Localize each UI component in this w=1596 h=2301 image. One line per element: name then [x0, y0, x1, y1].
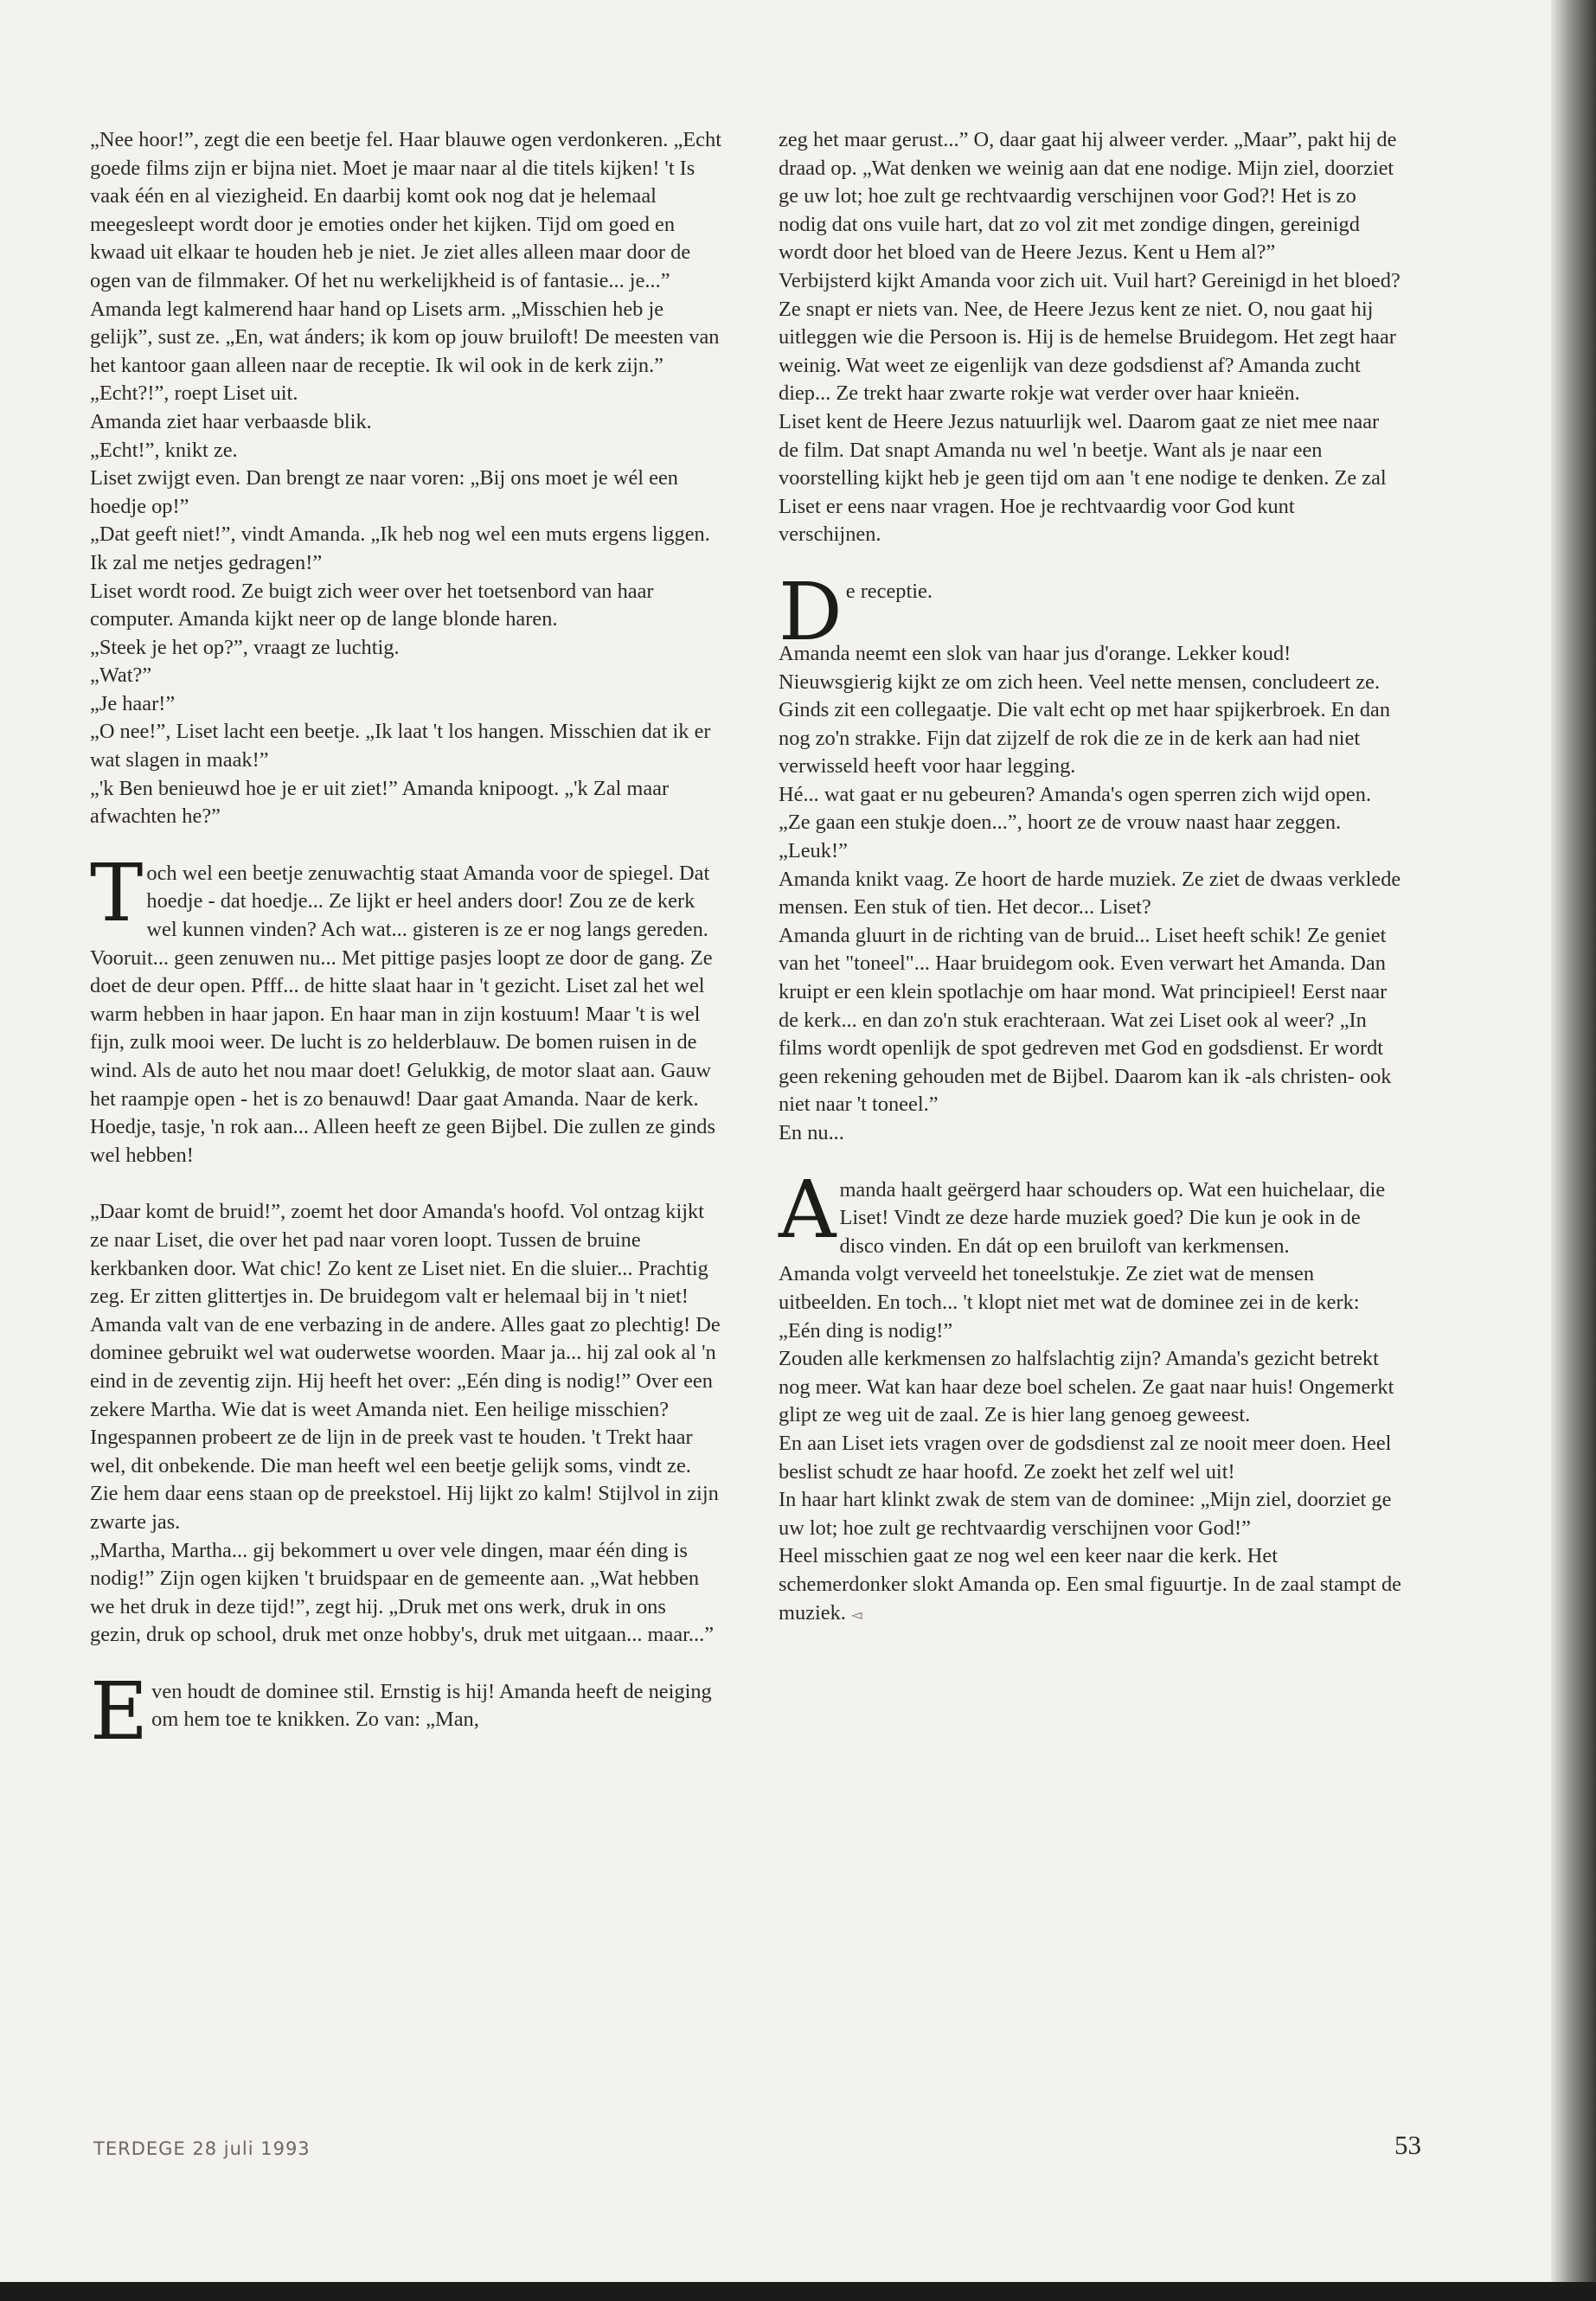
- paragraph: „'k Ben benieuwd hoe je er uit ziet!” Amanda knipoogt. „'k Zal maar afwachten he?”: [90, 776, 670, 829]
- section-subheading: e receptie.: [845, 579, 933, 603]
- paragraph: Amanda legt kalmerend haar hand op Lisets arm. „Misschien heb je gelijk”, sust ze. „En, wat ánders; ik kom op jouw bruiloft! De meesten van het kantoor gaan alleen naar de receptie. Ik wil ook in de kerk zijn.”: [90, 297, 720, 377]
- right-column: [779, 126, 1401, 1629]
- paragraph: „Echt?!”, roept Liset uit.: [90, 381, 298, 406]
- section-paragraph: [90, 846, 721, 1170]
- paragraph: „Nee hoor!”, zegt die een beetje fel. Haar blauwe ogen verdonkeren. „Echt goede films zijn er bijna niet. Moet je maar naar al die titels kijken! 't Is vaak één en al viezigheid. En daarbij komt ook nog dat je helemaal meegesleept wordt door je emoties onder het kijken. Tijd om goed en kwaad uit elkaar te houden heb je niet. Je ziet alles alleen maar door de ogen van de filmmaker. Of het nu werkelijkheid is of fantasie... je...”: [90, 128, 721, 292]
- paragraph: In haar hart klinkt zwak de stem van de dominee: „Mijn ziel, doorziet ge uw lot; hoe zult ge rechtvaardig verschijnen voor God!”: [779, 1488, 1392, 1540]
- paragraph: [779, 1542, 1401, 1629]
- paragraph: En aan Liset iets vragen over de godsdienst zal ze nooit meer doen. Heel beslist schudt ze haar hoofd. Ze zoekt het zelf wel uit!: [779, 1431, 1392, 1484]
- drop-cap: T: [90, 846, 144, 939]
- drop-cap: D: [779, 565, 843, 658]
- paragraph: „Martha, Martha... gij bekommert u over vele dingen, maar één ding is nodig!” Zijn ogen kijken 't bruidspaar en de gemeente aan. „Wat hebben we het druk in deze tijd!”, zegt hij. „Druk met ons werk, druk in ons gezin, druk op school, druk met onze hobby's, druk met uitgaan... maar...”: [90, 1538, 715, 1647]
- paragraph: Liset wordt rood. Ze buigt zich weer over het toetsenbord van haar computer. Amanda kijkt neer op de lange blonde haren.: [90, 579, 654, 631]
- section-text: och wel een beetje zenuwachtig staat Amanda voor de spiegel. Dat hoedje - dat hoedje... Ze lijkt er heel anders door! Zou ze de kerk wel kunnen vinden? Ach wat... gisteren is ze er nog langs gereden. Vooruit... geen zenuwen nu... Met pittige pasjes loopt ze door de gang. Ze doet de deur open. Pfff... de hitte slaat haar in 't gezicht. Liset zal het wel warm hebben in haar japon. En haar man in zijn kostuum! Maar 't is wel fijn, zulk mooi weer. De lucht is zo helderblauw. De bomen ruisen in de wind. Als de auto het nou maar doet! Gelukkig, de motor slaat aan. Gauw het raampje open - het is zo benauwd! Daar gaat Amanda. Naar de kerk. Hoedje, tasje, 'n rok aan... Alleen heeft ze geen Bijbel. Die zullen ze ginds wel hebben!: [90, 861, 715, 1167]
- section-paragraph: [779, 565, 1401, 658]
- paragraph: „Je haar!”: [90, 691, 176, 715]
- section-text: ven houdt de dominee stil. Ernstig is hij! Amanda heeft de neiging om hem toe te knikken. Zo van: „Man,: [151, 1679, 712, 1732]
- paragraph: Liset kent de Heere Jezus natuurlijk wel. Daarom gaat ze niet mee naar de film. Dat snapt Amanda nu wel 'n beetje. Want als je naar een voorstelling kijkt heb je geen tijd om aan 't ene nodige te denken. Ze zal Liset er eens naar vragen. Hoe je rechtvaardig voor God kunt verschijnen.: [779, 409, 1387, 547]
- paragraph: „Dat geeft niet!”, vindt Amanda. „Ik heb nog wel een muts ergens liggen. Ik zal me netjes gedragen!”: [90, 522, 710, 574]
- paragraph: zeg het maar gerust...” O, daar gaat hij alweer verder. „Maar”, pakt hij de draad op. „Wat denken we weinig aan dat ene nodige. Mijn ziel, doorziet ge uw lot; hoe zult ge rechtvaardig verschijnen voor God?! Het is zo nodig dat ons vuile hart, dat zo vol zit met zondige dingen, gereinigd wordt door het bloed van de Heere Jezus. Kent u Hem al?”: [779, 128, 1397, 265]
- section-paragraph: [90, 1664, 721, 1758]
- paragraph: Amanda gluurt in de richting van de bruid... Liset heeft schik! Ze geniet van het "toneel"... Haar bruidegom ook. Even verwart het Amanda. Dan kruipt er een klein spotlachje om haar mond. Wat principieel! Eerst naar de kerk... en dan zo'n stuk erachteraan. Wat zei Liset ook al weer? „In films wordt openlijk de spot gedreven met God en godsdienst. Er wordt geen rekening gehouden met de Bijbel. Daarom kan ik -als christen- ook niet naar 't toneel.”: [779, 923, 1392, 1117]
- paragraph: „Steek je het op?”, vraagt ze luchtig.: [90, 635, 400, 659]
- paragraph: Amanda volgt verveeld het toneelstukje. Ze ziet wat de mensen uitbeelden. En toch... 't klopt niet met wat de dominee zei in de kerk: „Eén ding is nodig!”: [779, 1262, 1360, 1343]
- paragraph: „O nee!”, Liset lacht een beetje. „Ik laat 't los hangen. Misschien dat ik er wat slagen in maak!”: [90, 720, 711, 772]
- page-edge-shadow: [1551, 0, 1596, 2301]
- paragraph: Hé... wat gaat er nu gebeuren? Amanda's ogen sperren zich wijd open. „Ze gaan een stukje doen...”, hoort ze de vrouw naast haar zeggen. „Leuk!”: [779, 782, 1372, 863]
- section-text: manda haalt geërgerd haar schouders op. Wat een huichelaar, die Liset! Vindt ze deze harde muziek goed? Die kun je ook in de disco vinden. En dát op een bruiloft van kerkmensen.: [839, 1177, 1386, 1258]
- drop-cap: A: [779, 1163, 836, 1256]
- left-column: [90, 126, 721, 1758]
- paragraph: Liset zwijgt even. Dan brengt ze naar voren: „Bij ons moet je wél een hoedje op!”: [90, 466, 678, 518]
- paragraph: En nu...: [779, 1121, 844, 1144]
- end-mark-icon: ◅: [851, 1606, 862, 1623]
- paragraph: Verbijsterd kijkt Amanda voor zich uit. Vuil hart? Gereinigd in het bloed? Ze snapt er niets van. Nee, de Heere Jezus kent ze niet. O, nou gaat hij uitleggen wie die Persoon is. Hij is de hemelse Bruidegom. Het zegt haar weinig. Wat weet ze eigenlijk van deze godsdienst af? Amanda zucht diep... Ze trekt haar zwarte rokje wat verder over haar knieën.: [779, 268, 1401, 406]
- publication-footer: TERDEGE 28 juli 1993: [93, 2138, 311, 2159]
- paragraph: Zouden alle kerkmensen zo halfslachtig zijn? Amanda's gezicht betrekt nog meer. Wat kan haar deze boel schelen. Ze gaat naar huis! Ongemerkt glipt ze weg uit de zaal. Ze is hier lang genoeg geweest.: [779, 1347, 1394, 1427]
- page-number: 53: [1394, 2130, 1421, 2160]
- paragraph: „Echt!”, knikt ze.: [90, 438, 238, 462]
- paragraph: Amanda ziet haar verbaasde blik.: [90, 409, 372, 433]
- final-text: Heel misschien gaat ze nog wel een keer naar die kerk. Het schemerdonker slokt Amanda op. Een smal figuurtje. In de zaal stampt de muziek.: [779, 1544, 1401, 1625]
- paragraph: Amanda knikt vaag. Ze hoort de harde muziek. Ze ziet de dwaas verklede mensen. Een stuk of tien. Het decor... Liset?: [779, 867, 1401, 920]
- paragraph: „Daar komt de bruid!”, zoemt het door Amanda's hoofd. Vol ontzag kijkt ze naar Liset, die over het pad naar voren loopt. Tussen de bruine kerkbanken door. Wat chic! Zo kent ze Liset niet. En die sluier... Prachtig zeg. Er zitten glittertjes in. De bruidegom valt er helemaal bij in 't niet! Amanda valt van de ene verbazing in de andere. Alles gaat zo plechtig! De dominee gebruikt wel wat ouderwetse woorden. Maar ja... hij zal ook al 'n eind in de zeventig zijn. Hij heeft het over: „Eén ding is nodig!” Over een zekere Martha. Wie dat is weet Amanda niet. Een heilige misschien? Ingespannen probeert ze de lijn in de preek vast te houden. 't Trekt haar wel, dit onbekende. Die man heeft wel een beetje gelijk soms, vindt ze. Zie hem daar eens staan op de preekstoel. Hij lijkt zo kalm! Stijlvol in zijn zwarte jas.: [90, 1200, 721, 1534]
- paragraph: „Wat?”: [90, 663, 152, 688]
- drop-cap: E: [90, 1664, 149, 1758]
- section-paragraph: [779, 1163, 1401, 1261]
- page-bottom-edge: [0, 2282, 1596, 2301]
- paragraph: Amanda neemt een slok van haar jus d'orange. Lekker koud! Nieuwsgierig kijkt ze om zich heen. Veel nette mensen, concludeert ze. Ginds zit een collegaatje. Die valt echt op met haar spijkerbroek. En dan nog zo'n strakke. Fijn dat zijzelf de rok die ze in de kerk aan had niet verwisseld heeft voor haar legging.: [779, 641, 1391, 779]
